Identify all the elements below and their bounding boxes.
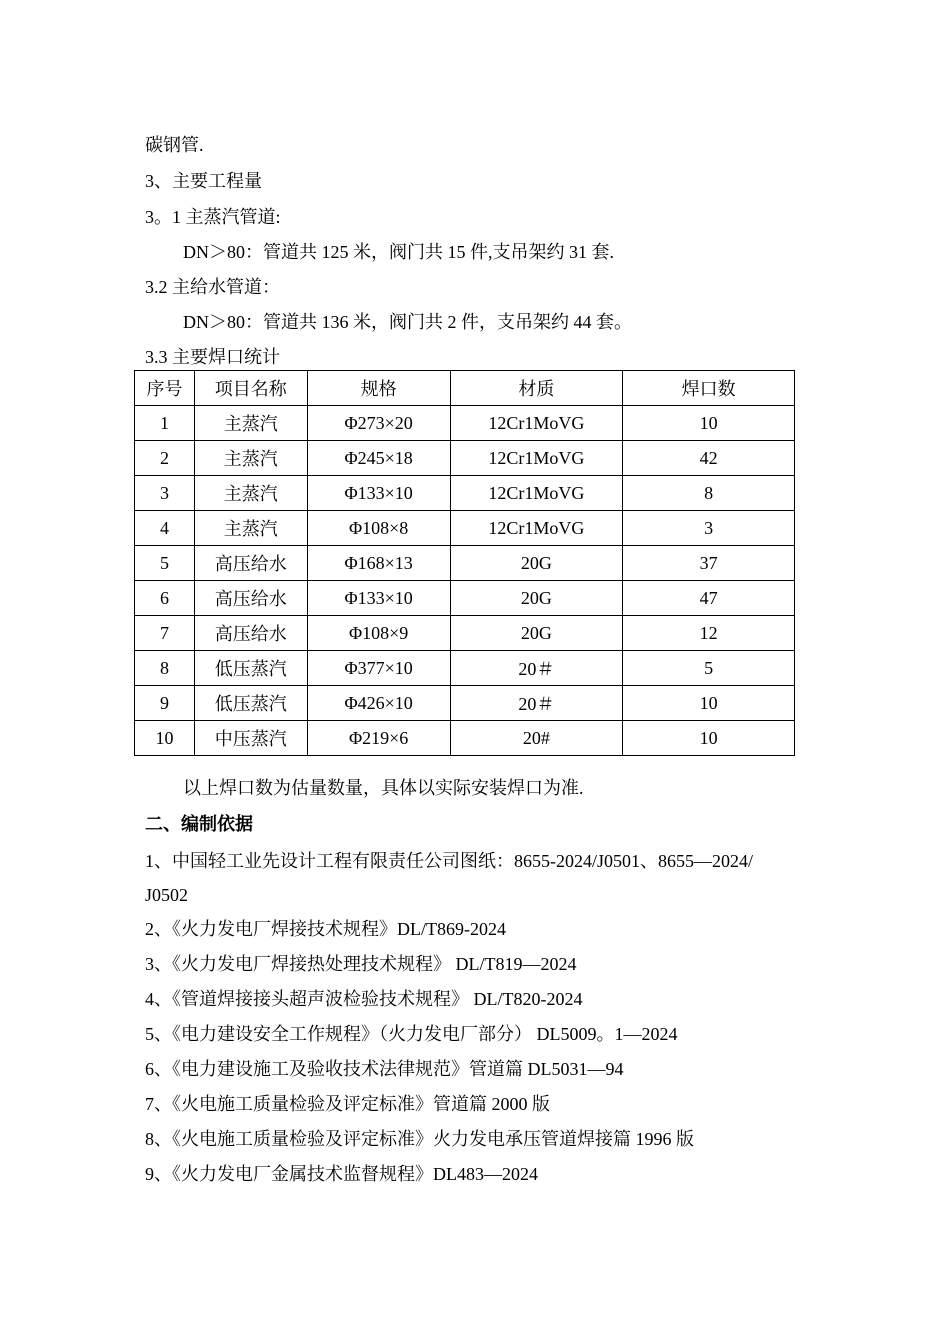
cell-index: 9 (135, 686, 195, 721)
cell-weld-count: 5 (623, 651, 795, 686)
basis-item: 8、《火电施工质量检验及评定标准》火力发电承压管道焊接篇 1996 版 (145, 1129, 694, 1149)
cell-item-name: 低压蒸汽 (194, 651, 307, 686)
cell-spec: Φ377×10 (307, 651, 450, 686)
table-note: 以上焊口数为估量数量，具体以实际安装焊口为准. (183, 778, 584, 798)
section-3-2-title: 3.2 主给水管道： (145, 277, 280, 297)
basis-item: 1、中国轻工业先设计工程有限责任公司图纸：8655-2024/J0501、8655—2024/ (145, 851, 753, 871)
table-row (135, 651, 795, 686)
cell-item-name: 低压蒸汽 (194, 686, 307, 721)
table-row (135, 686, 795, 721)
cell-item-name: 主蒸汽 (194, 441, 307, 476)
cell-index: 5 (135, 546, 195, 581)
table-row (135, 441, 795, 476)
section-3-2-text: DN＞80：管道共 136 米，阀门共 2 件，支吊架约 44 套。 (183, 312, 632, 332)
basis-item: 5、《电力建设安全工作规程》（火力发电厂部分） DL5009。1—2024 (145, 1024, 678, 1044)
cell-material: 20G (450, 616, 623, 651)
table-row (135, 476, 795, 511)
basis-item: 6、《电力建设施工及验收技术法律规范》管道篇 DL5031—94 (145, 1059, 624, 1079)
table-row (135, 546, 795, 581)
cell-weld-count: 42 (623, 441, 795, 476)
cell-spec: Φ108×9 (307, 616, 450, 651)
basis-item: 9、《火力发电厂金属技术监督规程》DL483—2024 (145, 1164, 538, 1184)
basis-title: 二、编制依据 (145, 814, 253, 834)
basis-item: J0502 (145, 885, 189, 905)
cell-weld-count: 37 (623, 546, 795, 581)
cell-item-name: 主蒸汽 (194, 511, 307, 546)
cell-index: 2 (135, 441, 195, 476)
cell-index: 3 (135, 476, 195, 511)
cell-weld-count: 10 (623, 406, 795, 441)
cell-index: 4 (135, 511, 195, 546)
basis-item: 3、《火力发电厂焊接热处理技术规程》 DL/T819—2024 (145, 954, 577, 974)
cell-material: 12Cr1MoVG (450, 511, 623, 546)
header-index: 序号 (135, 371, 195, 406)
cell-index: 7 (135, 616, 195, 651)
basis-item: 4、《管道焊接接头超声波检验技术规程》 DL/T820-2024 (145, 989, 583, 1009)
cell-spec: Φ426×10 (307, 686, 450, 721)
cell-item-name: 高压给水 (194, 616, 307, 651)
section-3-1-text: DN＞80：管道共 125 米，阀门共 15 件,支吊架约 31 套. (183, 242, 614, 262)
cell-weld-count: 8 (623, 476, 795, 511)
cell-index: 10 (135, 721, 195, 756)
cell-spec: Φ219×6 (307, 721, 450, 756)
cell-material: 12Cr1MoVG (450, 441, 623, 476)
cell-spec: Φ108×8 (307, 511, 450, 546)
cell-index: 6 (135, 581, 195, 616)
cell-item-name: 主蒸汽 (194, 476, 307, 511)
section-3-title: 3、主要工程量 (145, 171, 262, 191)
cell-weld-count: 12 (623, 616, 795, 651)
header-item-name: 项目名称 (194, 371, 307, 406)
table-row (135, 511, 795, 546)
header-weld-count: 焊口数 (623, 371, 795, 406)
cell-material: 20＃ (450, 651, 623, 686)
cell-item-name: 高压给水 (194, 546, 307, 581)
cell-weld-count: 47 (623, 581, 795, 616)
header-spec: 规格 (307, 371, 450, 406)
weld-statistics-table (134, 370, 795, 756)
table-row (135, 616, 795, 651)
cell-material: 12Cr1MoVG (450, 476, 623, 511)
header-material: 材质 (450, 371, 623, 406)
cell-weld-count: 10 (623, 686, 795, 721)
section-3-3-title: 3.3 主要焊口统计 (145, 347, 280, 367)
basis-item: 7、《火电施工质量检验及评定标准》管道篇 2000 版 (145, 1094, 550, 1114)
cell-weld-count: 3 (623, 511, 795, 546)
cell-material: 20G (450, 581, 623, 616)
carryover-text: 碳钢管. (145, 135, 204, 155)
cell-weld-count: 10 (623, 721, 795, 756)
cell-material: 20# (450, 721, 623, 756)
cell-material: 20＃ (450, 686, 623, 721)
table-row (135, 581, 795, 616)
cell-spec: Φ273×20 (307, 406, 450, 441)
cell-item-name: 高压给水 (194, 581, 307, 616)
table-header-row (135, 371, 795, 406)
cell-item-name: 中压蒸汽 (194, 721, 307, 756)
basis-item: 2、《火力发电厂焊接技术规程》DL/T869-2024 (145, 919, 506, 939)
cell-spec: Φ133×10 (307, 476, 450, 511)
table-row (135, 406, 795, 441)
cell-index: 1 (135, 406, 195, 441)
cell-material: 12Cr1MoVG (450, 406, 623, 441)
cell-index: 8 (135, 651, 195, 686)
section-3-1-title: 3。1 主蒸汽管道: (145, 207, 281, 227)
table-row (135, 721, 795, 756)
cell-spec: Φ133×10 (307, 581, 450, 616)
cell-spec: Φ168×13 (307, 546, 450, 581)
cell-item-name: 主蒸汽 (194, 406, 307, 441)
cell-spec: Φ245×18 (307, 441, 450, 476)
cell-material: 20G (450, 546, 623, 581)
